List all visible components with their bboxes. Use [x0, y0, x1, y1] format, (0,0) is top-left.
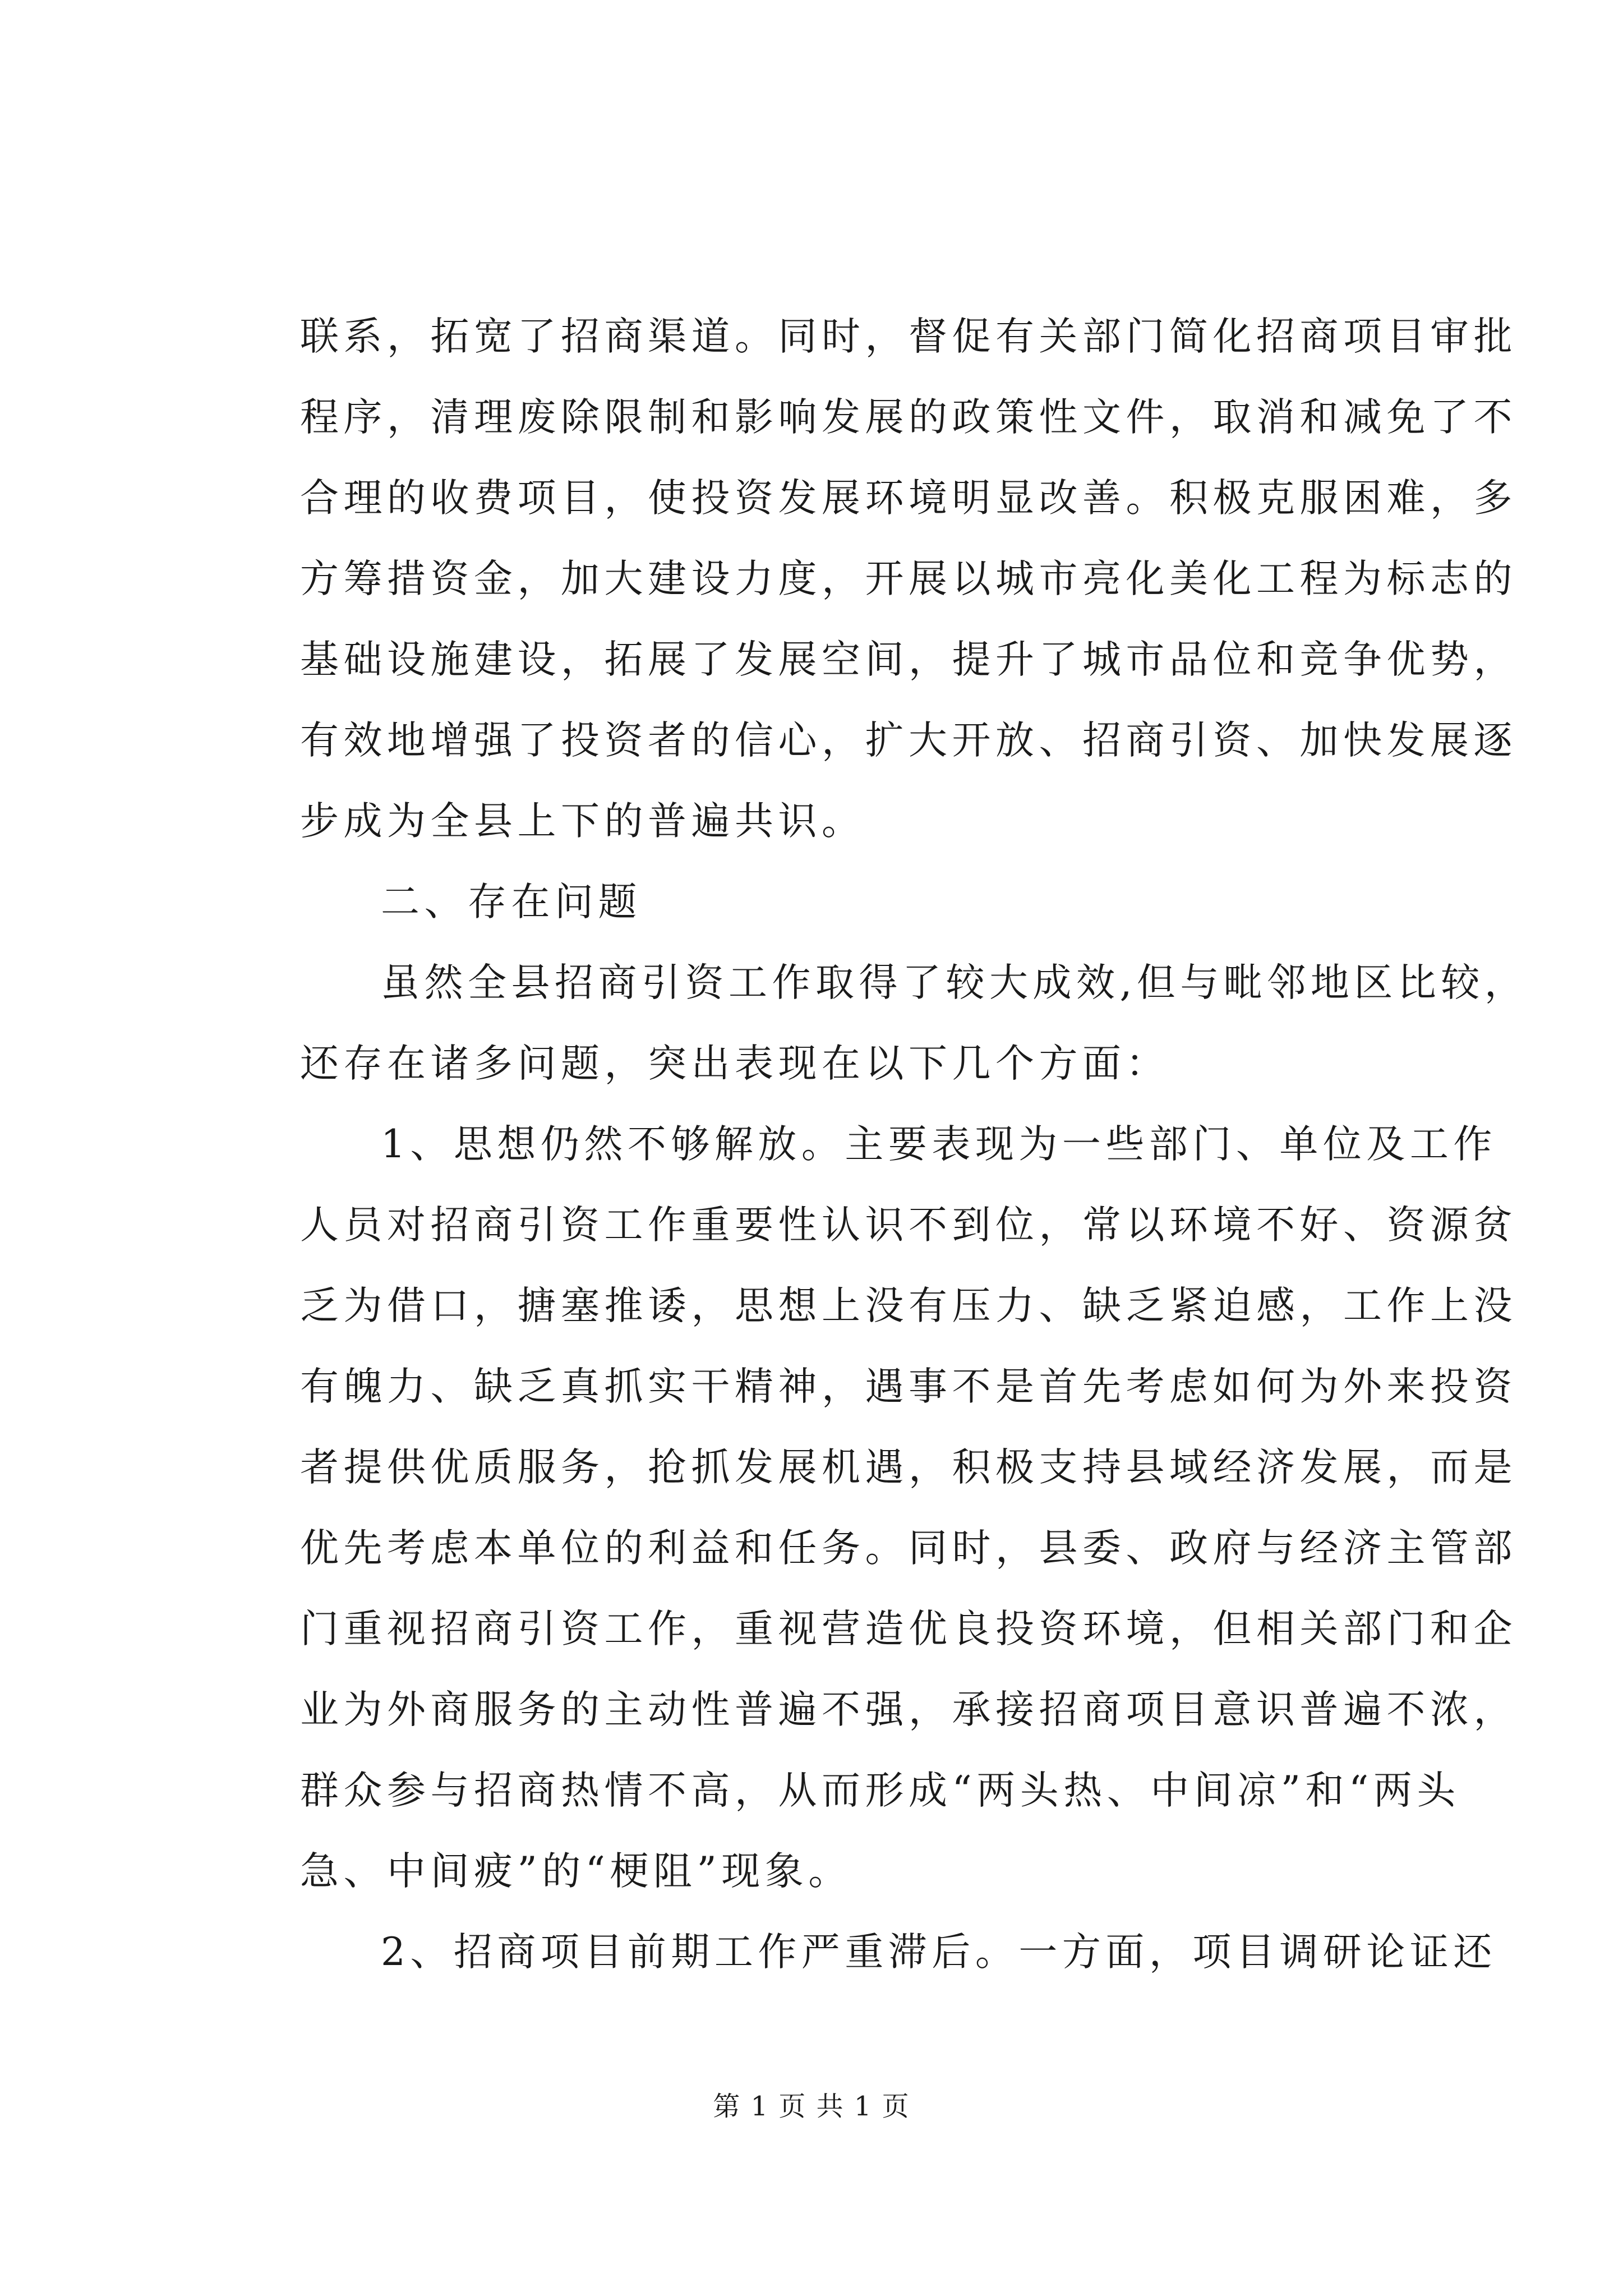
page-footer: 第 1 页 共 1 页	[713, 2091, 910, 2122]
paragraph-line: 程序，清理废除限制和影响发展的政策性文件，取消和减免了不	[300, 395, 1517, 440]
section-heading: 二、存在问题	[381, 880, 642, 924]
paragraph-line: 方筹措资金，加大建设力度，开展以城市亮化美化工程为标志的	[300, 556, 1517, 601]
paragraph-line: 者提供优质服务，抢抓发展机遇，积极支持县域经济发展，而是	[300, 1445, 1517, 1490]
paragraph-line: 门重视招商引资工作，重视营造优良投资环境，但相关部门和企	[300, 1607, 1517, 1651]
paragraph-line: 还存在诸多问题，突出表现在以下几个方面：	[300, 1041, 1169, 1086]
paragraph-line: 急、中间疲”的“梗阻”现象。	[300, 1849, 852, 1894]
paragraph-line: 1、思想仍然不够解放。主要表现为一些部门、单位及工作	[381, 1122, 1497, 1167]
paragraph-line: 合理的收费项目，使投资发展环境明显改善。积极克服困难，多	[300, 476, 1517, 521]
paragraph-line: 优先考虑本单位的利益和任务。同时，县委、政府与经济主管部	[300, 1526, 1517, 1571]
paragraph-line: 有效地增强了投资者的信心，扩大开放、招商引资、加快发展逐	[300, 718, 1517, 763]
paragraph-line: 2、招商项目前期工作严重滞后。一方面，项目调研论证还	[381, 1930, 1497, 1975]
paragraph-line: 业为外商服务的主动性普遍不强，承接招商项目意识普遍不浓，	[300, 1687, 1517, 1732]
paragraph-line: 有魄力、缺乏真抓实干精神，遇事不是首先考虑如何为外来投资	[300, 1364, 1517, 1409]
paragraph-line: 人员对招商引资工作重要性认识不到位，常以环境不好、资源贫	[300, 1203, 1517, 1248]
paragraph-line: 基础设施建设，拓展了发展空间，提升了城市品位和竞争优势，	[300, 637, 1517, 682]
document-body	[300, 296, 1528, 1993]
paragraph-line: 虽然全县招商引资工作取得了较大成效,但与毗邻地区比较，	[381, 960, 1528, 1005]
paragraph-line: 联系，拓宽了招商渠道。同时，督促有关部门简化招商项目审批	[300, 314, 1517, 359]
paragraph-line: 群众参与招商热情不高，从而形成“两头热、中间凉”和“两头	[300, 1768, 1460, 1813]
paragraph-line: 乏为借口，搪塞推诿，思想上没有压力、缺乏紧迫感，工作上没	[300, 1283, 1517, 1328]
paragraph-line: 步成为全县上下的普遍共识。	[300, 799, 865, 844]
